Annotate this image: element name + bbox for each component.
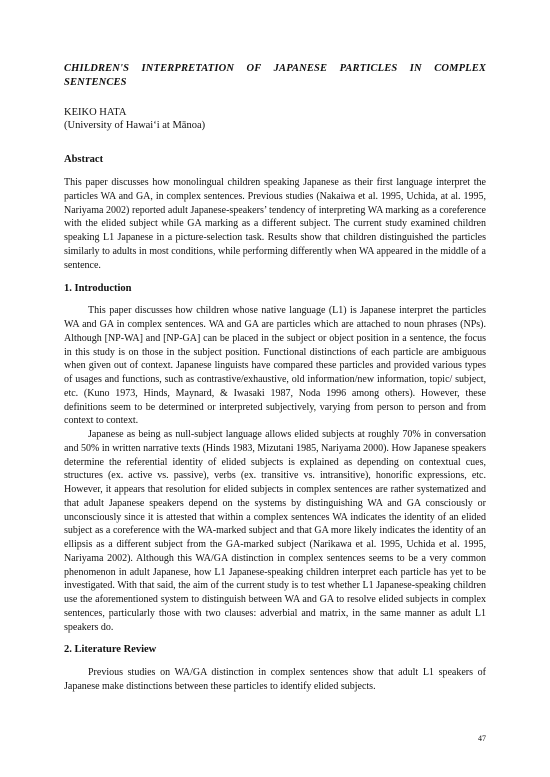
author-name: KEIKO HATA bbox=[64, 107, 127, 118]
abstract-heading: Abstract bbox=[64, 154, 104, 165]
abstract-text: This paper discusses how monolingual children speaking Japanese as their first language interpret the particles WA and GA, in complex sentences. Previous studies (Nakaiwa et al. 1995, Uchida, at al. 1995, Nariyama 2002) reported adult Japanese-speakers’ tendency of interpreting WA marking as a coreference with the elided subject while GA marking as a different subject. The current study examined children speaking L1 Japanese in a picture-selection task. Results show that children distinguished the particles similarly to adults in most conditions, while performing differently when WA appeared in the middle of a sentence. bbox=[64, 177, 486, 271]
paper-title: CHILDREN'S INTERPRETATION OF JAPANESE PARTICLES IN COMPLEX SENTENCES bbox=[64, 63, 486, 88]
author-affiliation: (University of Hawai‘i at Mānoa) bbox=[64, 120, 206, 131]
page-number: 47 bbox=[478, 734, 486, 743]
page-content bbox=[64, 62, 486, 694]
literature-review-heading: 2. Literature Review bbox=[64, 644, 157, 656]
introduction-heading: 1. Introduction bbox=[64, 283, 132, 295]
introduction-paragraph-1: This paper discusses how children whose native language (L1) is Japanese interpret the particles WA and GA in complex sentences. WA and GA are particles which are attached to noun phrases (NPs). Although [NP-WA] and [NP-GA] can be placed in the subject or object position in a sentence, the focus in this study is on those in the subject position. Functional distinctions of each particle are ambiguous when given out of context. Japanese linguists have compared these particles and provided various types of usages and functions, such as contrastive/exhaustive, old information/new information, topic/ subject, etc. (Kuno 1973, Hinds, Maynard, & Iwasaki 1987, Noda 1996 among others). However, these definitions seem to be determined or interpreted subjectively, varying from person to person and from context to context. bbox=[64, 305, 486, 427]
literature-review-paragraph-1: Previous studies on WA/GA distinction in complex sentences show that adult L1 speakers of Japanese make distinctions between these particles to identify elided subjects. bbox=[64, 667, 486, 692]
author-block bbox=[64, 106, 486, 132]
introduction-paragraph-2: Japanese as being as null-subject language allows elided subjects at roughly 70% in conversation and 50% in written narrative texts (Hinds 1983, Mizutani 1985, Nariyama 2000). How Japanese speakers determine the referential identity of elided subjects is explained as depending on contextual cues, structures (ex. active vs. passive), verbs (ex. transitive vs. intransitive), honorific expressions, etc. However, it appears that resolution for elided subjects in complex sentences are rather systematized and that adult Japanese speakers depend on the systems by distinguishing WA and GA consciously or unconsciously since it is attested that within a complex sentences WA indicates the identity of an elided subject as a coreference with the WA-marked subject and that GA more likely indicates the identity of an ellipsis as a different subject from the GA-marked subject (Narikawa et al. 1995, Uchida et al. 1995, Nariyama 2002). Although this WA/GA distinction in complex sentences seems to be a very common phenomenon in adult Japanese, how L1 Japanese-speaking children interpret each particle has yet to be investigated. With that said, the aim of the current study is to test whether L1 Japanese-speaking children use the aforementioned system to distinguish between WA and GA to resolve elided subjects in complex sentences, particularly those with two clauses: adverbial and matrix, in the same manner as adult L1 speakers do. bbox=[64, 429, 486, 633]
